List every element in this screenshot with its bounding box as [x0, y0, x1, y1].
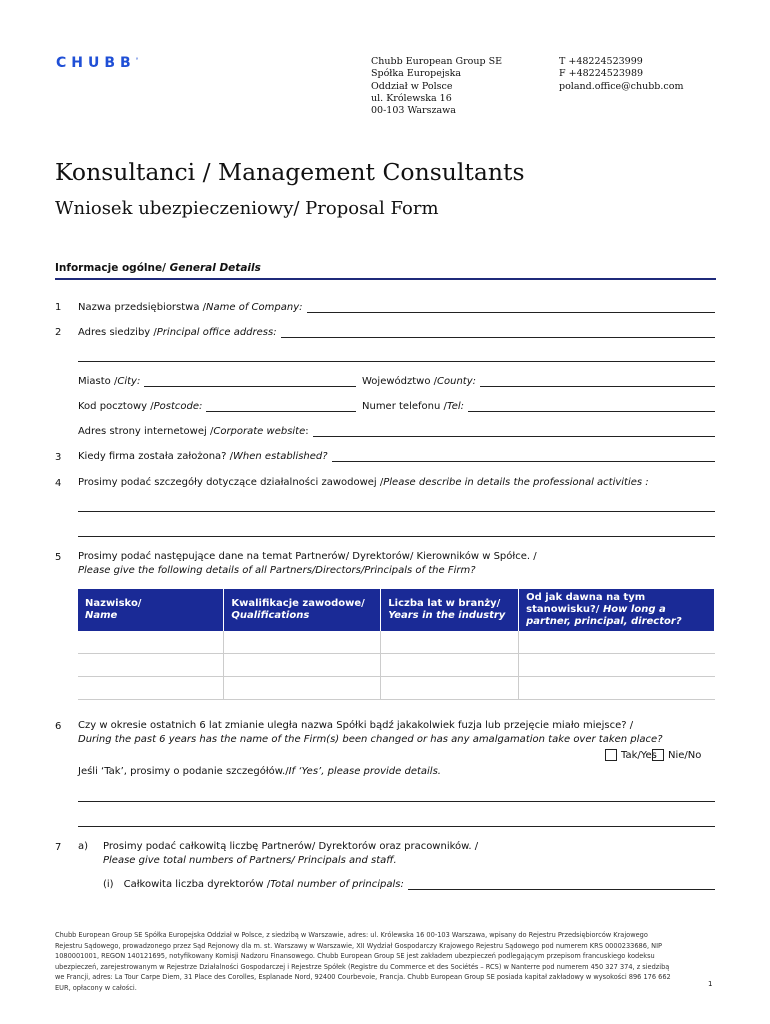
label-en: Please give the following details of all Partners/Directors/Principals of the Firm? [78, 565, 476, 576]
question-number: 2 [55, 327, 62, 338]
label-en: Total number of principals: [270, 879, 404, 890]
label-colon: : [305, 426, 309, 437]
address-line: 00-103 Warszawa [371, 105, 456, 117]
table-cell[interactable] [224, 654, 381, 677]
answer-line[interactable] [307, 302, 716, 313]
label-en: County: [437, 376, 476, 387]
principal-address-field[interactable] [78, 327, 715, 338]
telephone-field[interactable] [362, 401, 715, 412]
table-row [78, 677, 715, 700]
sub-question-label [78, 841, 88, 852]
label-en: Tel: [446, 401, 465, 412]
activities-question [78, 477, 649, 488]
column-header-qualifications: Kwalifikacje zawodowe/ Qualifications [224, 589, 381, 631]
answer-line[interactable] [206, 401, 356, 412]
question-number: 4 [55, 478, 62, 489]
label-en: Name of Company: [206, 302, 303, 313]
name-change-question-en [78, 734, 663, 745]
answer-line[interactable] [468, 401, 715, 412]
address-line: ul. Królewska 16 [371, 92, 452, 104]
partners-table [78, 589, 715, 700]
answer-line[interactable] [281, 327, 715, 338]
principals-count-field[interactable] [103, 879, 715, 890]
question-number: 5 [55, 552, 62, 563]
answer-line[interactable] [313, 426, 715, 437]
label-pl: Czy w okresie ostatnich 6 lat zmianie uległa nazwa Spółki bądź jakakolwiek fuzja lub przejęcie miało miejsce? / [78, 720, 634, 731]
table-row [78, 654, 715, 677]
page-number: 1 [708, 980, 713, 988]
established-field[interactable] [78, 451, 715, 462]
label-pl: Całkowita liczba dyrektorów / [123, 879, 271, 890]
label-en: Postcode: [153, 401, 203, 412]
company-contact [559, 56, 683, 93]
address-line: Chubb European Group SE [371, 56, 503, 67]
label-en: Principal office address: [156, 327, 277, 338]
label-en: When established? [233, 451, 328, 462]
table-cell[interactable] [381, 677, 519, 700]
table-cell[interactable] [78, 677, 224, 700]
label-en: Please give total numbers of Partners/ Principals and staff. [103, 855, 397, 866]
county-field[interactable] [362, 376, 715, 387]
table-cell[interactable] [519, 677, 715, 700]
yes-option[interactable] [605, 749, 657, 761]
website-field[interactable] [78, 426, 715, 437]
column-header-name: Nazwisko/ Name [78, 589, 224, 631]
label-pl: Kod pocztowy / [78, 401, 154, 412]
question-number: 7 [55, 842, 62, 853]
staff-question-en [103, 855, 397, 866]
table-cell[interactable] [381, 631, 519, 654]
address-line: Oddział w Polsce [371, 80, 453, 92]
company-address [371, 56, 502, 117]
fax: F +48224523989 [559, 68, 644, 80]
details-answer-line-1[interactable] [78, 801, 715, 802]
question-number: 1 [55, 302, 62, 313]
staff-question-pl [103, 841, 478, 852]
table-cell[interactable] [381, 654, 519, 677]
partners-question-pl [78, 551, 537, 562]
answer-line[interactable] [480, 376, 715, 387]
table-cell[interactable] [519, 631, 715, 654]
label-en: Please describe in details the professional activities : [383, 477, 649, 488]
details-answer-line-2[interactable] [78, 826, 715, 827]
no-label: Nie/No [668, 750, 702, 761]
sub-label: (i) [103, 879, 114, 890]
no-checkbox[interactable] [652, 749, 664, 761]
city-field[interactable] [78, 376, 356, 387]
label-en: Corporate website [213, 426, 306, 437]
address-line: Spółka Europejska [371, 68, 462, 80]
label-en: If ‘Yes’, please provide details. [288, 766, 441, 777]
postcode-field[interactable] [78, 401, 356, 412]
answer-line[interactable] [144, 376, 356, 387]
column-header-years: Liczba lat w branży/ Years in the industry [381, 589, 519, 631]
table-cell[interactable] [224, 677, 381, 700]
company-name-field[interactable] [78, 302, 715, 313]
label-pl: Numer telefonu / [362, 401, 447, 412]
table-row [78, 631, 715, 654]
label-pl: Adres siedziby / [78, 327, 157, 338]
section-heading [55, 262, 716, 280]
details-prompt [78, 766, 441, 777]
label-pl: Nazwa przedsiębiorstwa / [78, 302, 207, 313]
yes-checkbox[interactable] [605, 749, 617, 761]
label-pl: Kiedy firma została założona? / [78, 451, 234, 462]
label-pl: Prosimy podać następujące dane na temat Partnerów/ Dyrektorów/ Kierowników w Spółce. / [78, 551, 537, 562]
question-number: 6 [55, 721, 62, 732]
label-en: During the past 6 years has the name of the Firm(s) been changed or has any amalgamation take over taken place? [78, 734, 663, 745]
yes-label: Tak/Yes [621, 750, 657, 761]
section-heading-en: General Details [169, 262, 261, 274]
label-pl: Prosimy podać szczegóły dotyczące działalności zawodowej / [78, 477, 384, 488]
address-line-2[interactable] [78, 361, 715, 362]
no-option[interactable] [652, 749, 701, 761]
table-cell[interactable] [78, 631, 224, 654]
phone: T +48224523999 [559, 56, 643, 67]
label-en: City: [117, 376, 141, 387]
answer-line[interactable] [332, 451, 715, 462]
label-pl: Adres strony internetowej / [78, 426, 214, 437]
label-pl: Miasto / [78, 376, 118, 387]
document-subtitle: Wniosek ubezpieczeniowy/ Proposal Form [55, 198, 439, 219]
table-cell[interactable] [78, 654, 224, 677]
name-change-question-pl [78, 720, 633, 731]
chubb-logo: CHUBB° [56, 55, 139, 71]
partners-question-en [78, 565, 476, 576]
activities-answer-line-1[interactable] [78, 511, 715, 512]
document-title: Konsultanci / Management Consultants [55, 158, 525, 186]
label-pl: Jeśli ‘Tak’, prosimy o podanie szczegółów./ [78, 766, 289, 777]
email: poland.office@chubb.com [559, 80, 684, 92]
label-pl: Województwo / [362, 376, 438, 387]
table-cell[interactable] [519, 654, 715, 677]
activities-answer-line-2[interactable] [78, 536, 715, 537]
sub-label: a) [78, 841, 89, 852]
label-pl: Prosimy podać całkowitą liczbę Partnerów/ Dyrektorów oraz pracowników. / [103, 841, 479, 852]
answer-line[interactable] [408, 879, 715, 890]
column-header-tenure: Od jak dawna na tym stanowisku?/ How long a partner, principal, director? [519, 589, 715, 631]
section-heading-pl: Informacje ogólne/ [55, 262, 170, 274]
question-number: 3 [55, 452, 62, 463]
legal-footer: Chubb European Group SE Spółka Europejska Oddział w Polsce, z siedzibą w Warszawie, adres: ul. Królewska 16 00-103 Warszawa, wpisany do Rejestru Przedsiębiorców Krajowego Rejestru Sądowego, prowadzonego przez Sąd Rejonowy dla m. st. Warszawy w Warszawie, XII Wydział Gospodarczy Krajowego Rejestru Sądowego pod numerem KRS 0000233686, NIP 1080001001, REGON 140121695, notyfikowany Komisji Nadzoru Finansowego. Chubb European Group SE jest zakładem ubezpieczeń podlegającym przepisom francuskiego kodeksu ubezpieczeń, zarejestrowanym w Rejestrze Działalności Gospodarczej i Rejestrze Spółek (Registre du Commerce et des Sociétés – RCS) w Nanterre pod numerem 450 327 374, z siedzibą we Francji, adres: La Tour Carpe Diem, 31 Place des Corolles, Esplanade Nord, 92400 Courbevoie, Francja. Chubb European Group SE posiada kapitał zakładowy w wysokości 896 176 662 EUR, opłacony w całości. [55, 931, 671, 992]
table-cell[interactable] [224, 631, 381, 654]
